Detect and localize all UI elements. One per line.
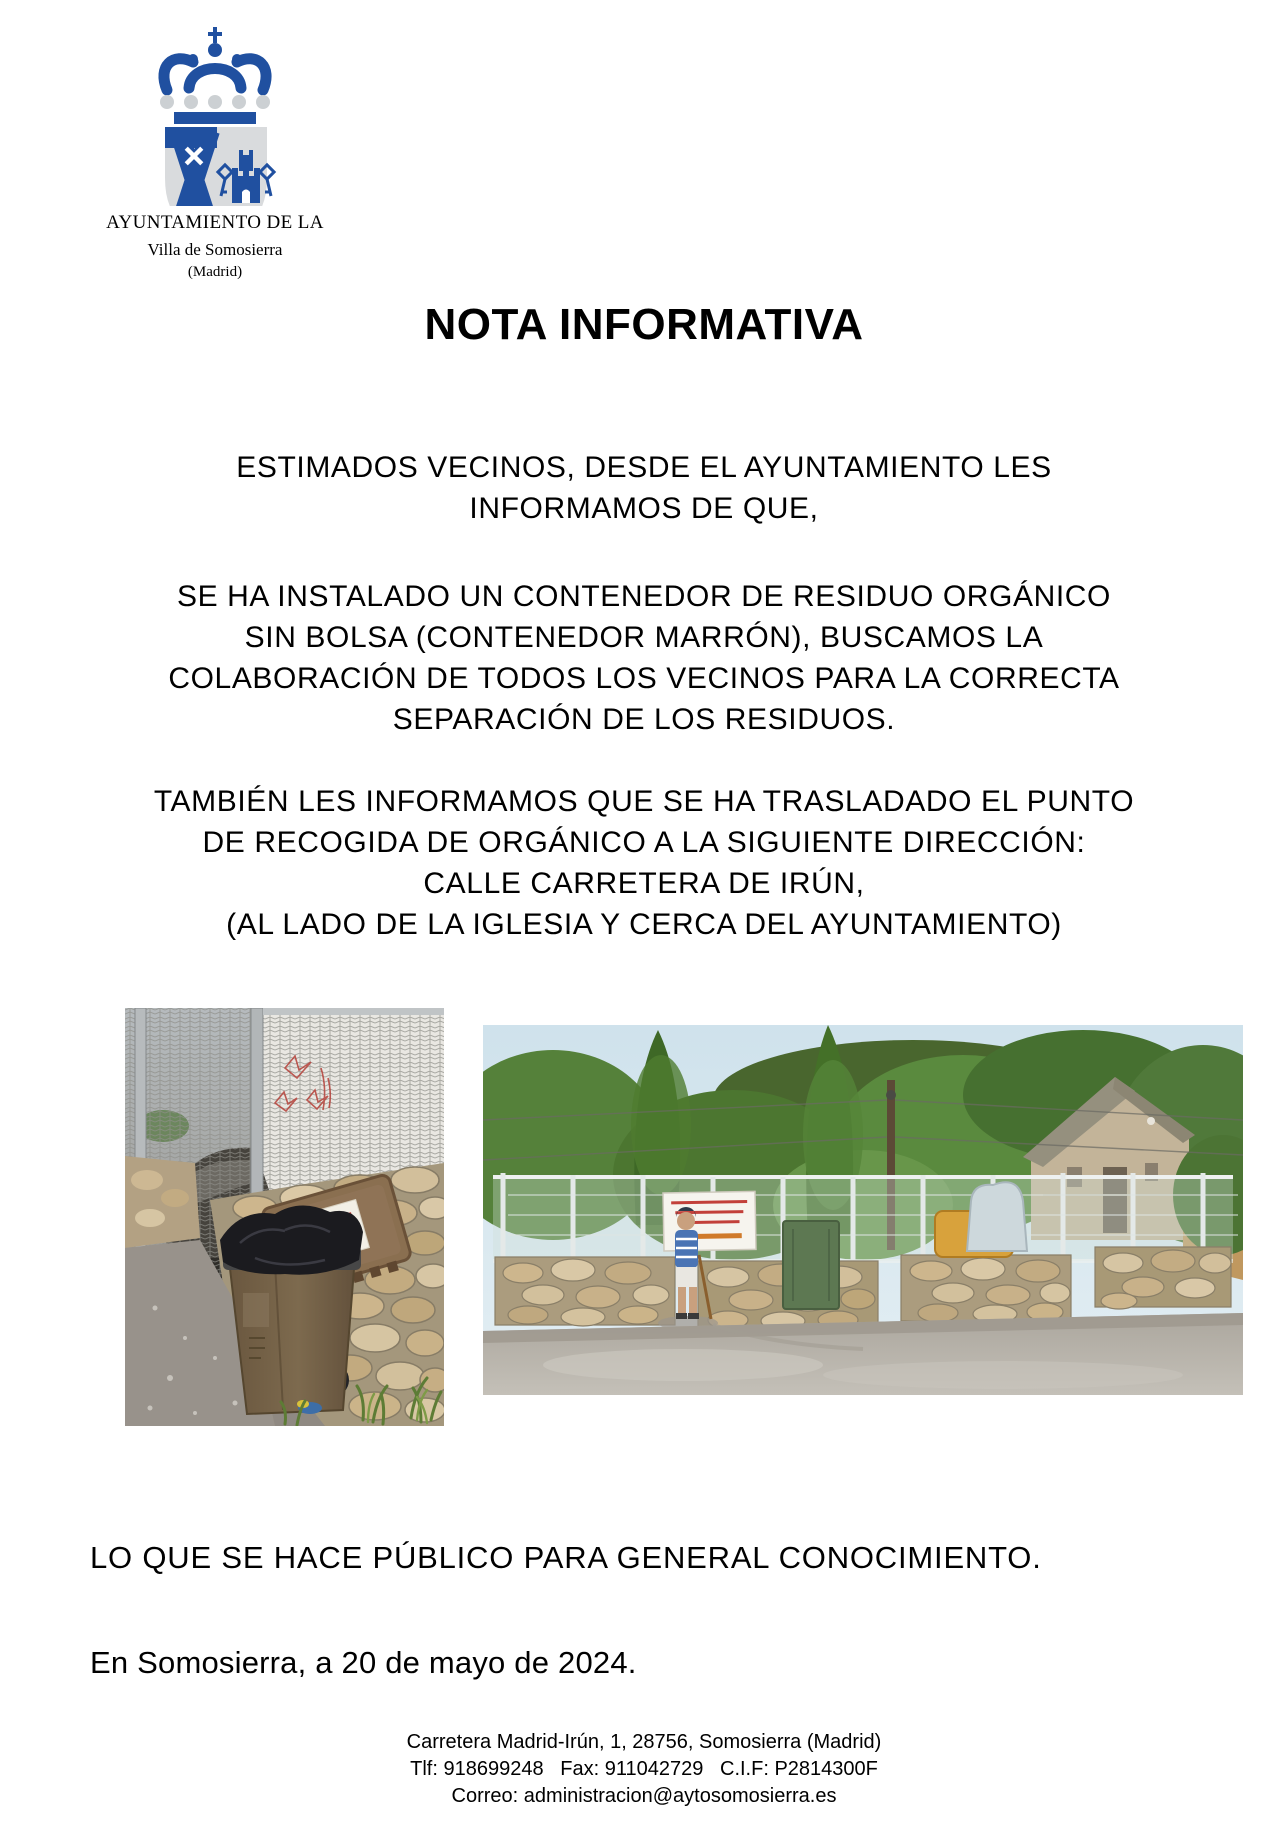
photo-collection-point-graphic [483, 1025, 1243, 1395]
body-line: COLABORACIÓN DE TODOS LOS VECINOS PARA LA CORRECTA [168, 662, 1120, 695]
footer-address: Carretera Madrid-Irún, 1, 28756, Somosierra (Madrid) [406, 1731, 882, 1753]
body-line: SE HA INSTALADO UN CONTENEDOR DE RESIDUO ORGÁNICO [177, 580, 1111, 613]
body-line: INFORMAMOS DE QUE, [469, 492, 819, 525]
paragraph-new-location [60, 781, 1228, 945]
footer-email: Correo: administracion@aytosomosierra.es [451, 1785, 837, 1807]
coat-of-arms-icon [145, 26, 285, 206]
paragraph-container-info [60, 576, 1228, 740]
body-line: TAMBIÉN LES INFORMAMOS QUE SE HA TRASLADADO EL PUNTO [153, 785, 1135, 818]
body-line: ESTIMADOS VECINOS, DESDE EL AYUNTAMIENTO LES [236, 451, 1052, 484]
footer-contact: Tlf: 918699248 Fax: 911042729 C.I.F: P2814300F [410, 1758, 878, 1780]
paragraph-greeting [60, 447, 1228, 529]
footer [0, 1729, 1288, 1810]
body-line: (AL LADO DE LA IGLESIA Y CERCA DEL AYUNTAMIENTO) [226, 908, 1062, 941]
page-title: NOTA INFORMATIVA [424, 300, 864, 349]
date-line: En Somosierra, a 20 de mayo de 2024. [90, 1645, 637, 1680]
body-line: CALLE CARRETERA DE IRÚN, [423, 867, 865, 900]
closing-line: LO QUE SE HACE PÚBLICO PARA GENERAL CONOCIMIENTO. [90, 1540, 1042, 1575]
body-line: DE RECOGIDA DE ORGÁNICO A LA SIGUIENTE DIRECCIÓN: [202, 826, 1086, 859]
org-location: (Madrid) [187, 264, 243, 280]
photo-brown-container [125, 1008, 444, 1426]
org-name: AYUNTAMIENTO DE LA [106, 212, 324, 233]
municipality-header [95, 26, 335, 281]
org-subtitle: Villa de Somosierra [147, 240, 283, 259]
body-line: SIN BOLSA (CONTENEDOR MARRÓN), BUSCAMOS LA [244, 621, 1044, 654]
photo-collection-point [483, 1025, 1243, 1395]
body-line: SEPARACIÓN DE LOS RESIDUOS. [392, 703, 896, 736]
photo-brown-container-graphic [125, 1008, 444, 1426]
